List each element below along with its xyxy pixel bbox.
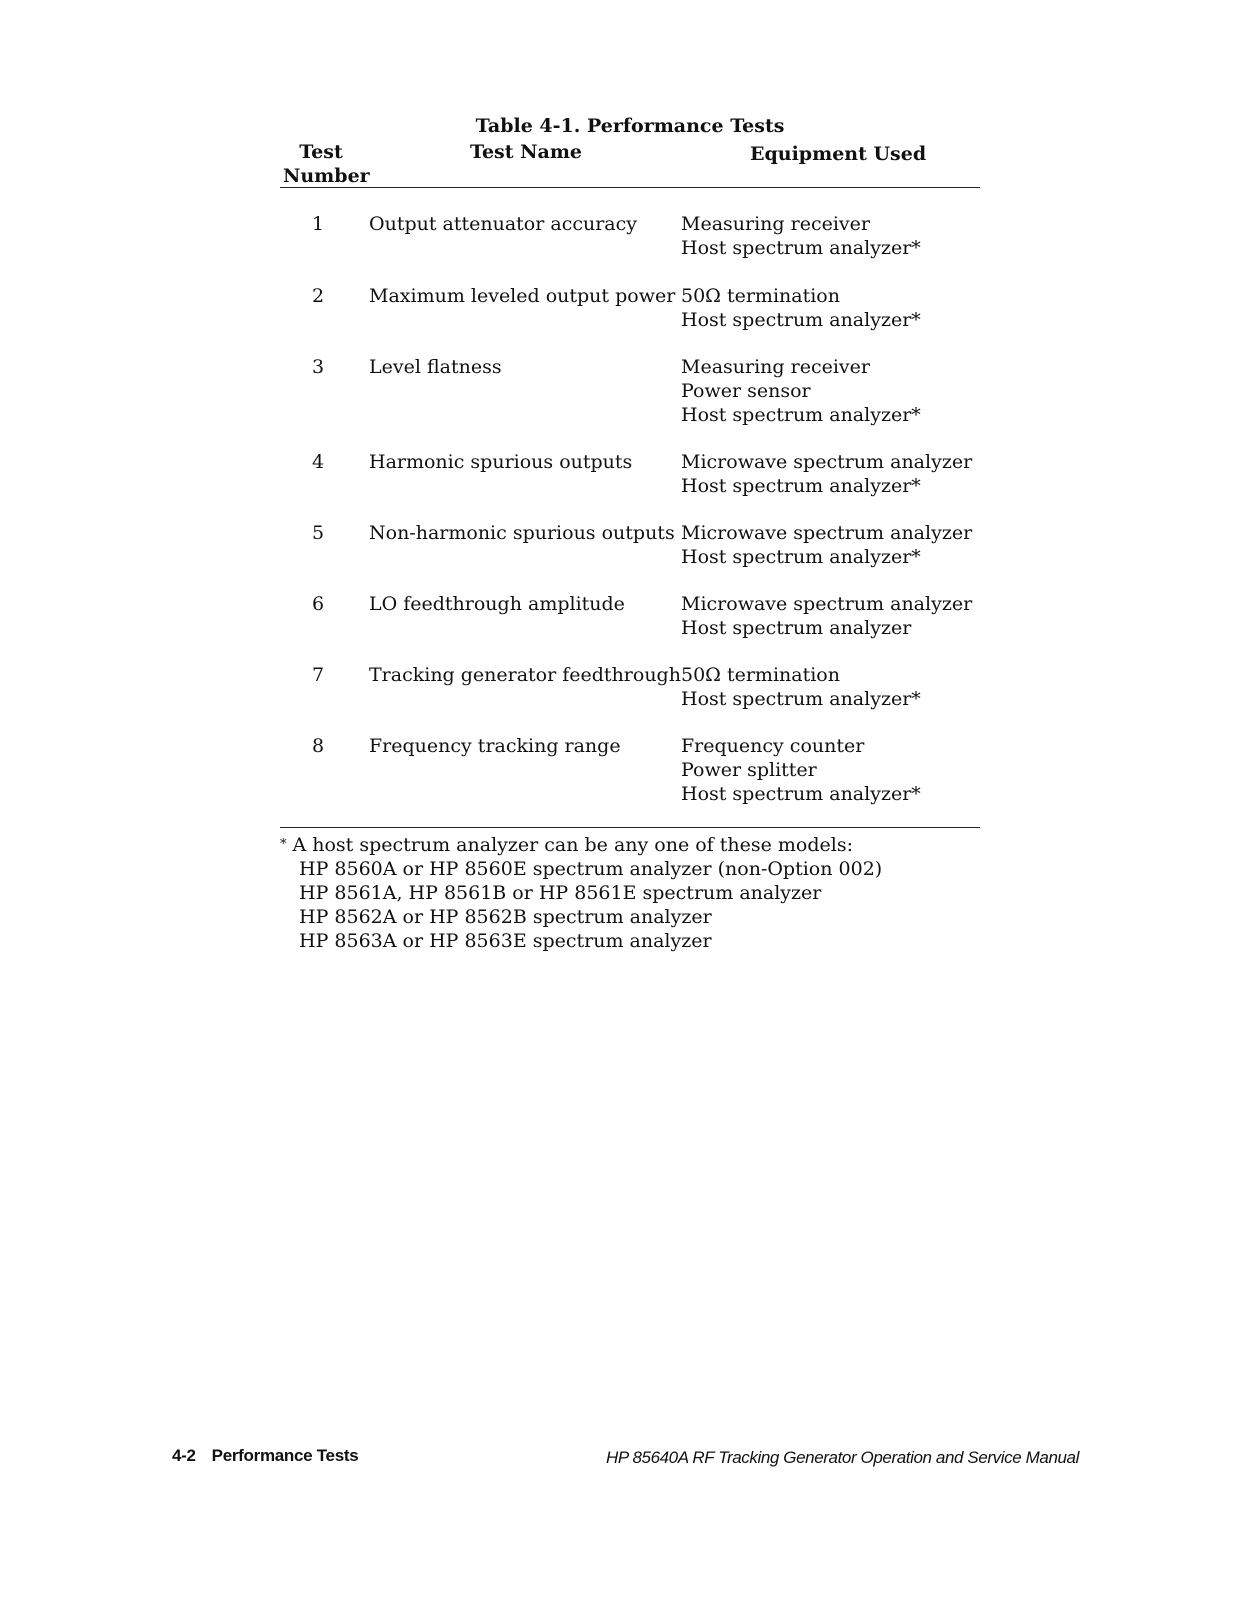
- test-name: Frequency tracking range: [369, 735, 621, 757]
- header-test-name: Test Name: [470, 141, 583, 163]
- test-name: LO feedthrough amplitude: [369, 593, 625, 615]
- equipment-item: Frequency counter: [681, 735, 865, 757]
- equipment-item: Microwave spectrum analyzer: [681, 451, 973, 473]
- equipment-item: Host spectrum analyzer: [681, 617, 912, 639]
- test-name: Maximum leveled output power: [369, 285, 676, 307]
- equipment-list: [681, 734, 921, 806]
- test-name: Non-harmonic spurious outputs: [369, 522, 675, 544]
- equipment-item: 50Ω termination: [681, 285, 840, 307]
- test-name: Output attenuator accuracy: [369, 213, 637, 235]
- header-test-number: [283, 140, 370, 188]
- test-number: 5: [311, 522, 325, 544]
- equipment-item: Host spectrum analyzer*: [681, 688, 921, 710]
- footnote-model: HP 8563A or HP 8563E spectrum analyzer: [299, 930, 712, 952]
- equipment-item: 50Ω termination: [681, 664, 840, 686]
- equipment-list: [681, 212, 921, 260]
- test-number: 3: [311, 356, 325, 378]
- equipment-item: Host spectrum analyzer*: [681, 783, 921, 805]
- footnote-text: A host spectrum analyzer can be any one of these models:: [292, 834, 853, 856]
- test-number: 1: [311, 213, 325, 235]
- test-name: Level flatness: [369, 356, 502, 378]
- table-top-rule: [280, 187, 980, 188]
- equipment-item: Host spectrum analyzer*: [681, 404, 921, 426]
- equipment-item: Power splitter: [681, 759, 817, 781]
- equipment-item: Host spectrum analyzer*: [681, 309, 921, 331]
- equipment-item: Microwave spectrum analyzer: [681, 522, 973, 544]
- equipment-item: Measuring receiver: [681, 213, 870, 235]
- equipment-list: [681, 450, 972, 498]
- table-bottom-rule: [280, 827, 980, 828]
- equipment-item: Host spectrum analyzer*: [681, 475, 921, 497]
- page-number: 4-2: [172, 1446, 196, 1465]
- equipment-list: [681, 284, 921, 332]
- table-footnote: [280, 833, 882, 953]
- footnote-intro: [280, 833, 882, 857]
- footnote-model: HP 8560A or HP 8560E spectrum analyzer (non-Option 002): [299, 858, 883, 880]
- equipment-list: [681, 521, 972, 569]
- equipment-item: Microwave spectrum analyzer: [681, 593, 973, 615]
- table-title: Table 4-1. Performance Tests: [475, 115, 785, 137]
- header-test-number-line1: Test: [299, 141, 343, 163]
- page-footer-left: [172, 1446, 358, 1466]
- footnote-model: HP 8562A or HP 8562B spectrum analyzer: [299, 906, 712, 928]
- test-number: 2: [311, 285, 325, 307]
- equipment-item: Measuring receiver: [681, 356, 870, 378]
- test-number: 7: [311, 664, 325, 686]
- footnote-marker: *: [280, 837, 287, 852]
- test-name: Harmonic spurious outputs: [369, 451, 633, 473]
- test-number: 8: [311, 735, 325, 757]
- equipment-item: Power sensor: [681, 380, 811, 402]
- equipment-list: [681, 663, 921, 711]
- test-name: Tracking generator feedthrough: [369, 664, 681, 686]
- equipment-list: [681, 592, 972, 640]
- equipment-item: Host spectrum analyzer*: [681, 237, 921, 259]
- footnote-model: HP 8561A, HP 8561B or HP 8561E spectrum analyzer: [299, 882, 822, 904]
- test-number: 6: [311, 593, 325, 615]
- header-equipment-used: Equipment Used: [750, 143, 927, 165]
- equipment-list: [681, 355, 921, 427]
- manual-title: HP 85640A RF Tracking Generator Operation and Service Manual: [605, 1448, 1079, 1467]
- equipment-item: Host spectrum analyzer*: [681, 546, 921, 568]
- header-test-number-line2: Number: [283, 165, 370, 187]
- test-number: 4: [311, 451, 325, 473]
- section-name: Performance Tests: [211, 1446, 359, 1465]
